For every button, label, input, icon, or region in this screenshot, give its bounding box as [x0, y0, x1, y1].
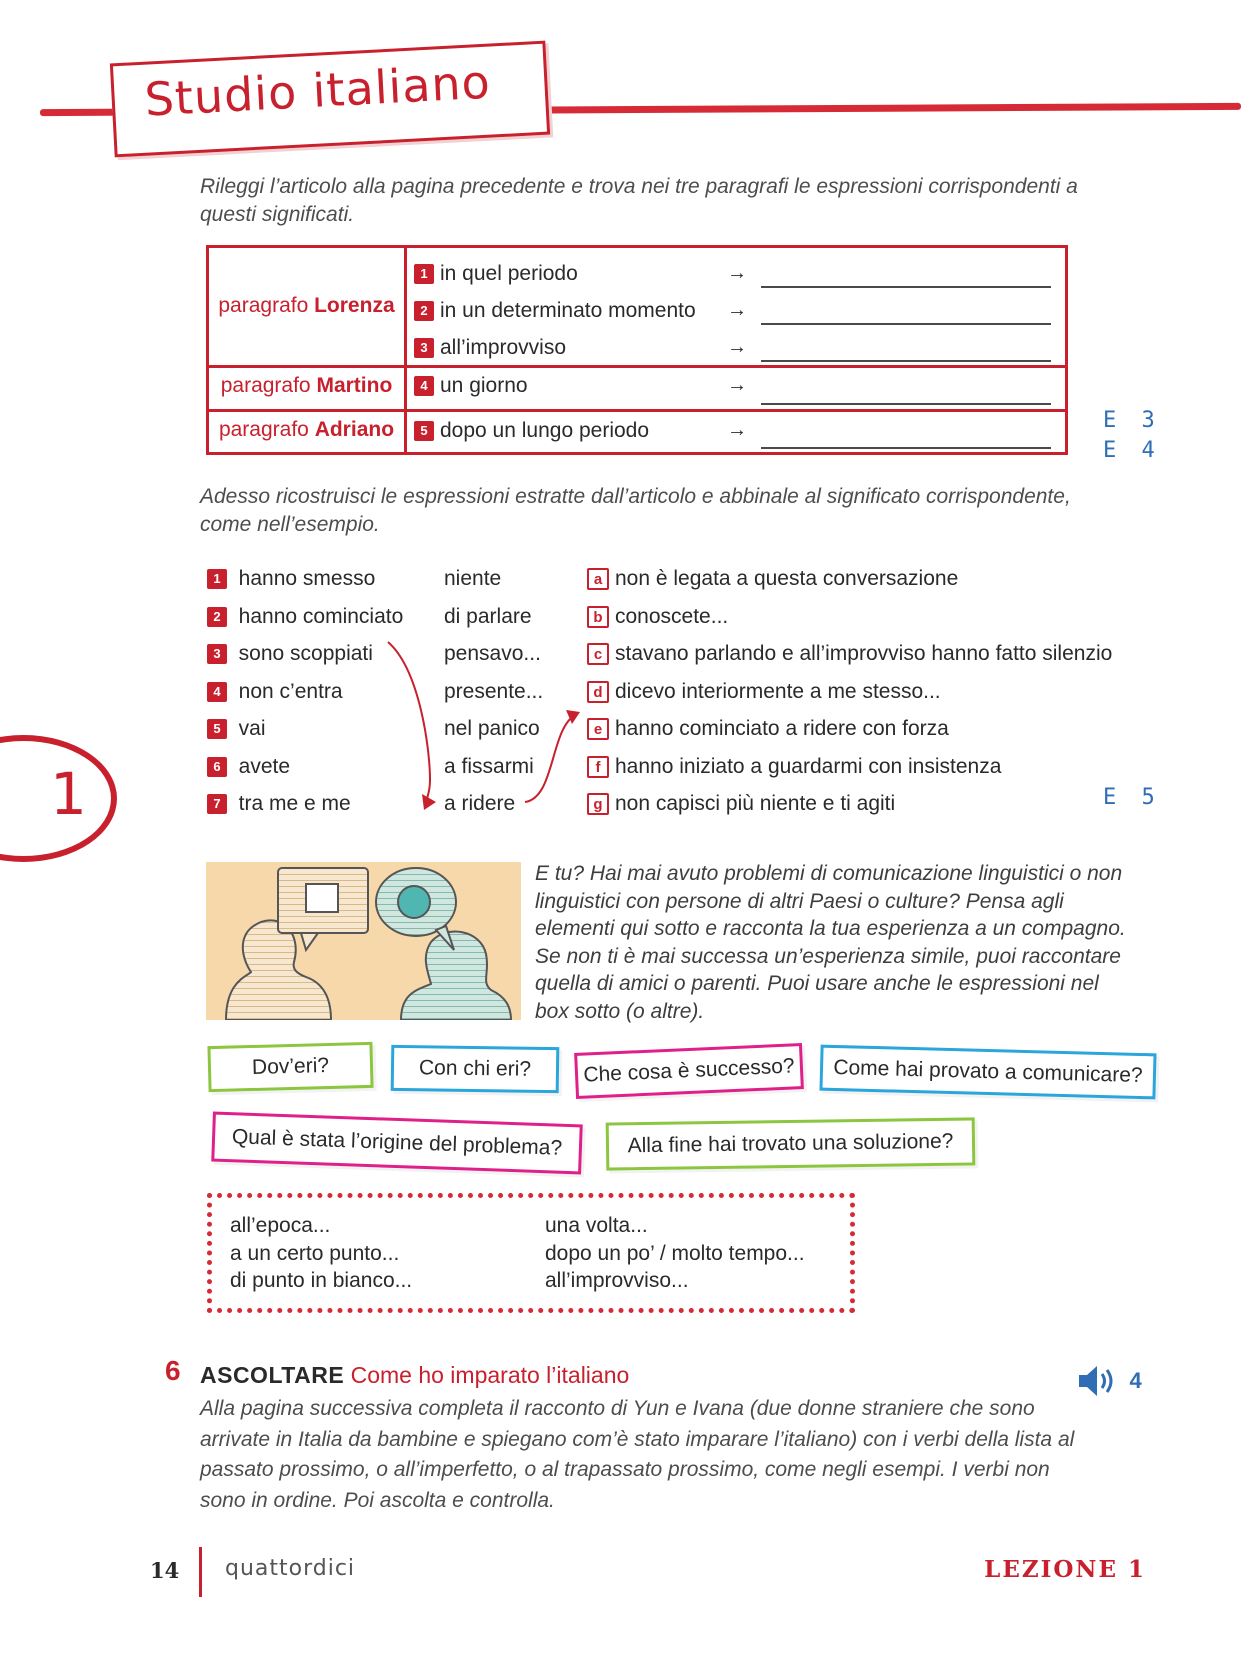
exercise4-instruction: Rileggi l’articolo alla pagina precedente e trova nei tre paragrafi le espressioni corrispondenti a questi significati.	[200, 175, 1078, 226]
list-item: 7 tra me e me	[207, 785, 403, 823]
audio-track[interactable]: 4	[1077, 1363, 1142, 1399]
list-item: d dicevo interiormente a me stesso...	[587, 673, 1112, 711]
exercise6-instruction: Alla pagina successiva completa il racconto di Yun e Ivana (due donne straniere che sono arrivate in Italia da bambine e spiegano com’è stato imparare l’italiano) con i verbi della lista al passato prossimo, o all’imperfetto, o al trapassato prossimo, come negli esempi. I verbi non sono in ordine. Poi ascolta e controlla.	[200, 1397, 1075, 1512]
group-label-lorenza: paragrafo Lorenza	[218, 294, 395, 317]
list-item: a ridere	[444, 792, 516, 815]
exercise-ref[interactable]: E 3	[1103, 408, 1161, 433]
exercise-ref[interactable]: E 5	[1103, 785, 1161, 810]
table-row: 1 in quel periodo	[414, 262, 578, 286]
paragraph-table: paragrafo Lorenza paragrafo Martino paragrafo Adriano 1 in quel periodo → 2 in un determinato momento → 3 all’improvviso → 4 un giorno → 5 dopo un lungo periodo →	[206, 245, 1068, 455]
right-column	[587, 560, 1112, 823]
answer-line[interactable]	[761, 286, 1051, 288]
table-row: 2 in un determinato momento	[414, 299, 696, 323]
list-item: niente	[444, 567, 502, 590]
list-item: 1 hanno smesso	[207, 560, 403, 598]
list-item: nel panico	[444, 717, 540, 740]
table-row: 5 dopo un lungo periodo	[414, 419, 649, 443]
table-row: 4 un giorno	[414, 374, 528, 398]
exercise6-number: 6	[165, 1355, 181, 1386]
exercise6-heading: ASCOLTARE Come ho imparato l’italiano	[200, 1362, 630, 1388]
list-item: 2 hanno cominciato	[207, 598, 403, 636]
list-item: pensavo...	[444, 642, 541, 665]
list-item: presente...	[444, 679, 544, 703]
question-tag: Come hai provato a comunicare?	[819, 1045, 1156, 1100]
list-item: g non capisci più niente e ti agiti	[587, 785, 1112, 823]
answer-line[interactable]	[761, 323, 1051, 325]
expressions-left: all’epoca... a un certo punto... di punto in bianco...	[230, 1214, 413, 1292]
list-item: f hanno iniziato a guardarmi con insistenza	[587, 748, 1112, 786]
exercise-ref[interactable]: E 4	[1103, 438, 1161, 463]
group-label-adriano: paragrafo Adriano	[218, 418, 395, 441]
question-tag: Con chi eri?	[391, 1045, 560, 1093]
answer-line[interactable]	[761, 360, 1051, 362]
page-number: 14	[150, 1558, 180, 1583]
list-item: c stavano parlando e all’improvviso hanno fatto silenzio	[587, 635, 1112, 673]
list-item: 6 avete	[207, 748, 403, 786]
question-tag: Alla fine hai trovato una soluzione?	[606, 1117, 976, 1170]
list-item: e hanno cominciato a ridere con forza	[587, 710, 1112, 748]
page-number-word: quattordici	[225, 1556, 356, 1581]
lesson-label: LEZIONE 1	[984, 1556, 1146, 1583]
example-connector	[380, 630, 590, 820]
speaker-icon[interactable]	[1077, 1363, 1121, 1399]
illustration-conversation	[206, 862, 521, 1020]
answer-line[interactable]	[761, 403, 1051, 405]
list-item: 5 vai	[207, 710, 403, 748]
question-tag: Che cosa è successo?	[574, 1043, 804, 1099]
list-item: 3 sono scoppiati	[207, 635, 403, 673]
list-item: b conoscete...	[587, 598, 1112, 636]
list-item: 4 non c’entra	[207, 673, 403, 711]
section-title: Studio italiano	[143, 54, 492, 127]
discussion-paragraph: E tu? Hai mai avuto problemi di comunicazione linguistici o non linguistici con persone di altri Paesi o culture? Pensa agli elementi qui sotto e racconta la tua esperienza a un compagno. Se non ti è mai successa un’esperienza simile, puoi raccontare quella di amici o parenti. Puoi usare anche le espressioni nel box sotto (o altre).	[535, 862, 1126, 1023]
question-tag: Qual è stata l’origine del problema?	[211, 1112, 583, 1175]
answer-line[interactable]	[761, 447, 1051, 449]
expressions-right: una volta... dopo un po’ / molto tempo... all’improvviso...	[545, 1214, 805, 1292]
question-tag: Dov’eri?	[207, 1042, 373, 1092]
left-column	[207, 560, 403, 823]
list-item: a fissarmi	[444, 754, 534, 778]
table-row: 3 all’improvviso	[414, 336, 566, 360]
group-label-martino: paragrafo Martino	[220, 374, 393, 397]
list-item: di parlare	[444, 604, 532, 628]
header-tag	[110, 41, 550, 158]
expressions-box	[207, 1193, 855, 1313]
exercise5-instruction: Adesso ricostruisci le espressioni estratte dall’articolo e abbinale al significato corrispondente, come nell’esempio.	[200, 485, 1071, 536]
footer-divider	[199, 1547, 202, 1597]
side-tab-number: 1	[50, 760, 87, 828]
list-item: a non è legata a questa conversazione	[587, 560, 1112, 598]
